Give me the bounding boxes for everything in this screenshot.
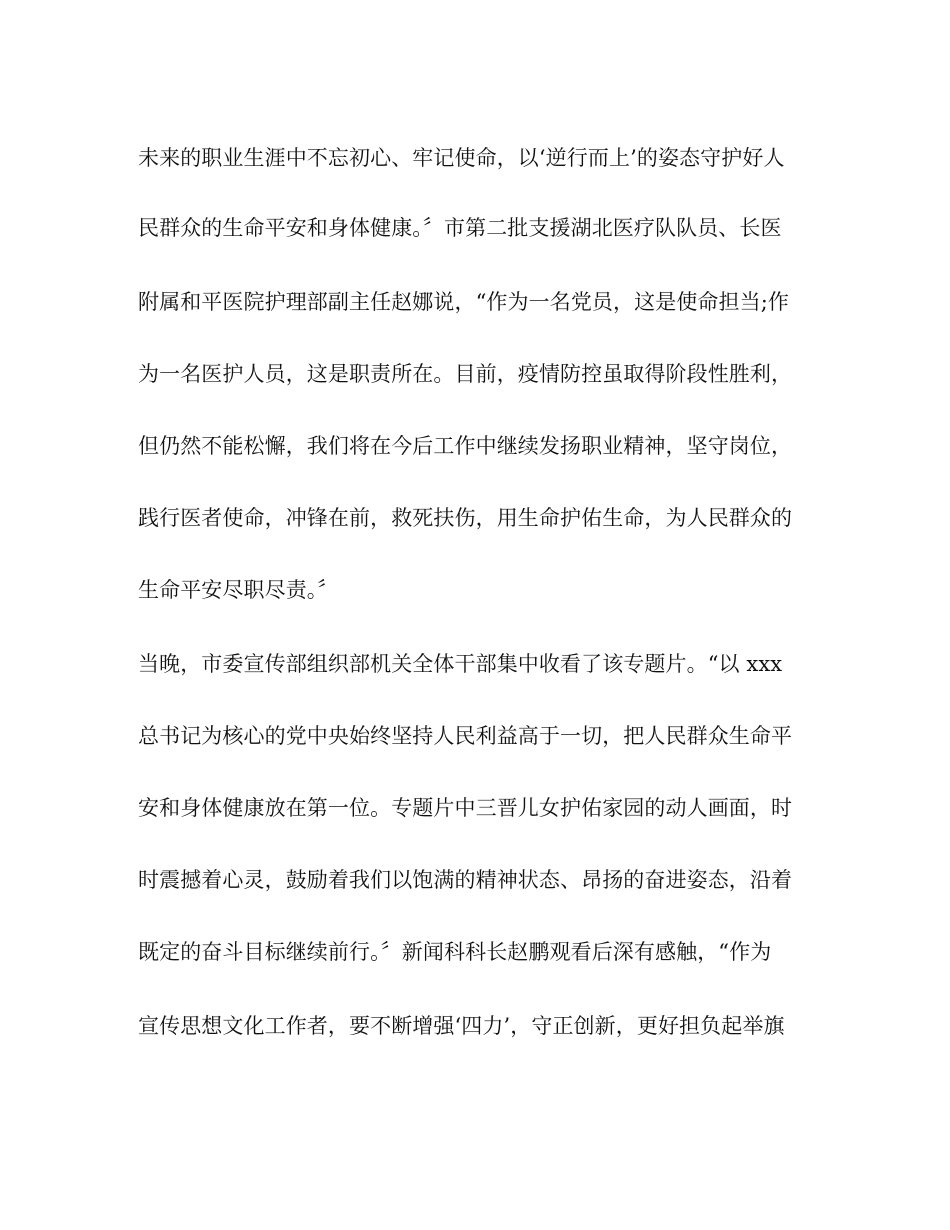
text-line-9: 总书记为核心的党中央始终坚持人民利益高于一切，把人民群众生命平 [138, 724, 793, 748]
text-line-4: 为一名医护人员，这是职责所在。目前，疫情防控虽取得阶段性胜利， [138, 362, 793, 386]
text-line-8: 当晚，市委宣传部组织部机关全体干部集中收看了该专题片。“以 xxx [138, 652, 783, 676]
text-line-12: 既定的奋斗目标继续前行。〞新闻科科长赵鹏观看后深有感触，“作为 [138, 940, 772, 964]
text-line-7: 生命平安尽职尽责。〞 [138, 578, 339, 602]
text-line-5: 但仍然不能松懈，我们将在今后工作中继续发扬职业精神，坚守岗位， [138, 434, 793, 458]
text-line-1: 未来的职业生涯中不忘初心、牢记使命，以‘逆行而上’的姿态守护好人 [138, 146, 785, 170]
text-line-13: 宣传思想文化工作者，要不断增强‘四力’，守正创新，更好担负起举旗 [138, 1014, 785, 1038]
text-line-6: 践行医者使命，冲锋在前，救死扶伤，用生命护佑生命，为人民群众的 [138, 506, 793, 530]
text-line-11: 时震撼着心灵，鼓励着我们以饱满的精神状态、昂扬的奋进姿态，沿着 [138, 868, 793, 892]
text-line-3: 附属和平医院护理部副主任赵娜说，“作为一名党员，这是使命担当;作 [138, 290, 790, 314]
text-line-2: 民群众的生命平安和身体健康。〞市第二批支援湖北医疗队队员、长医 [138, 216, 782, 240]
text-line-10: 安和身体健康放在第一位。专题片中三晋儿女护佑家园的动人画面，时 [138, 796, 793, 820]
